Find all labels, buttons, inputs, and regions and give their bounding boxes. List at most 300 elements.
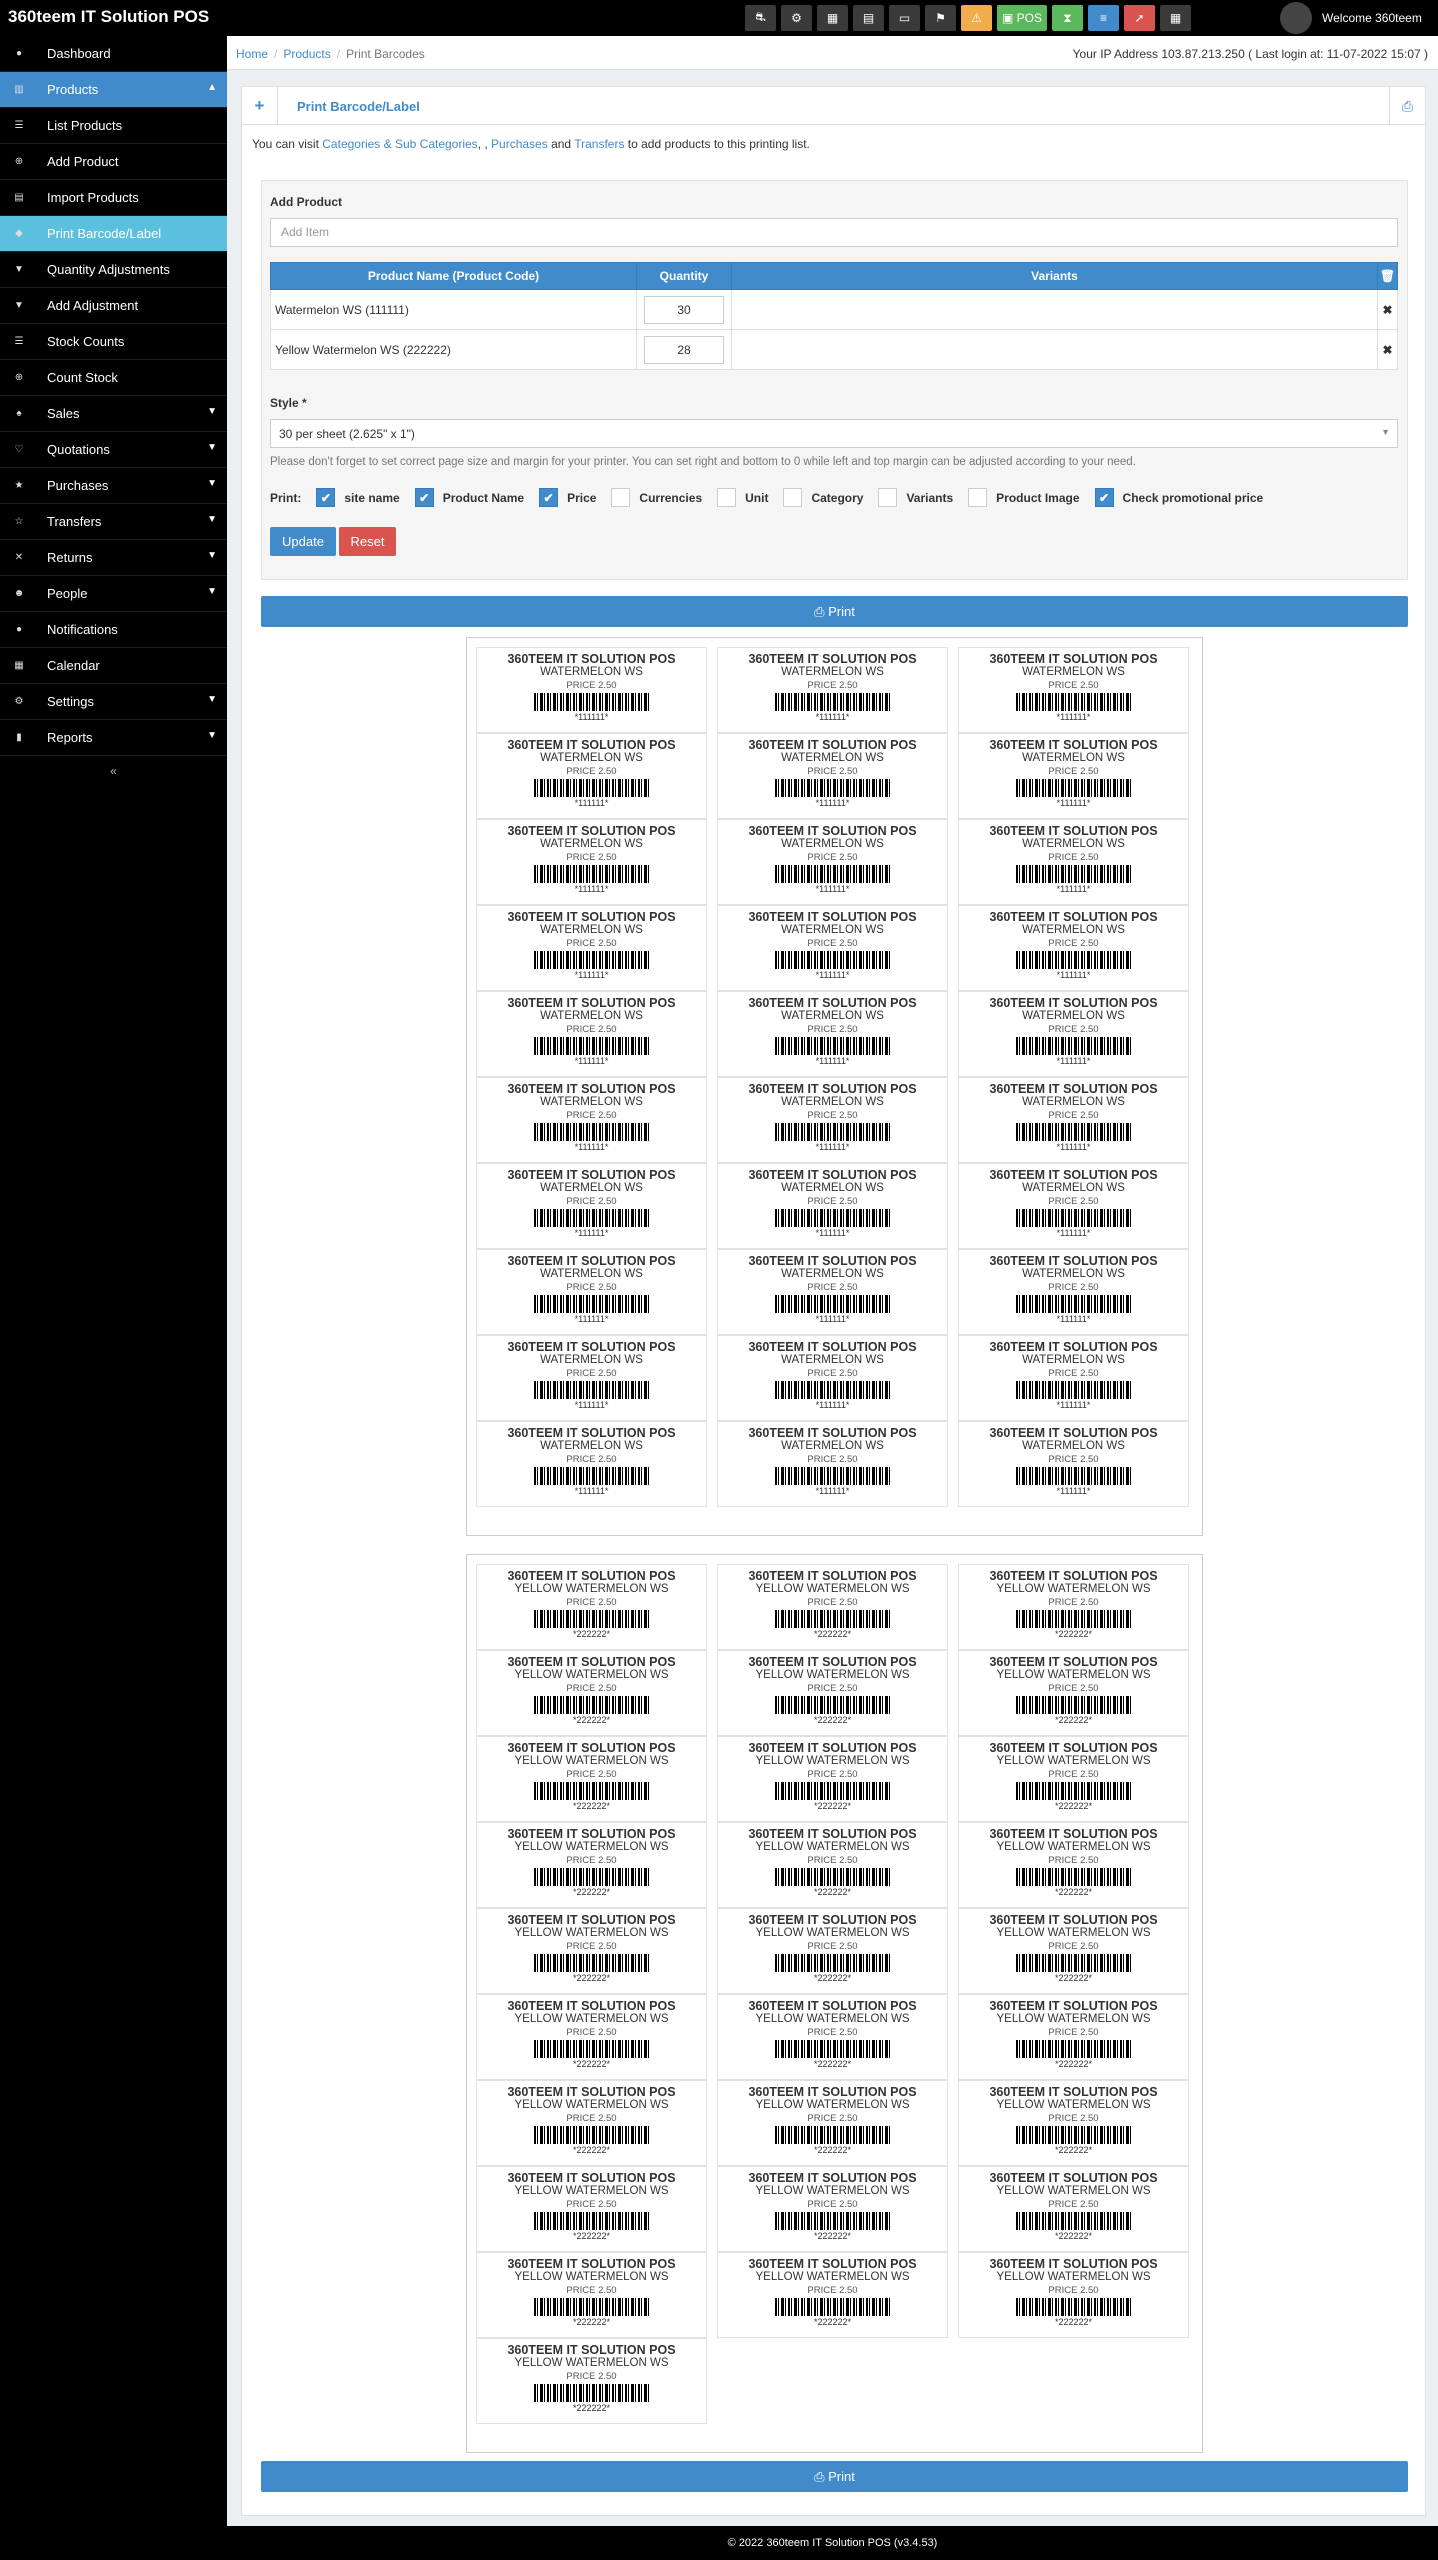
barcode-image [1016, 1467, 1132, 1485]
barcode-label [717, 1994, 948, 2080]
info-icon: ● [15, 624, 23, 635]
label-barcode-text: *111111* [815, 798, 850, 808]
label-product-name: YELLOW WATERMELON WS [996, 1755, 1151, 1767]
label-barcode-text: *111111* [574, 970, 609, 980]
barcode-label [476, 2338, 707, 2424]
app-brand[interactable]: 360teem IT Solution POS [8, 7, 210, 26]
barcode-image [534, 2212, 650, 2230]
barcode-label [476, 1564, 707, 1650]
sidebar-item-transfers[interactable] [0, 504, 227, 540]
remove-row-icon[interactable]: ✖ [1378, 290, 1398, 330]
label-site-name: 360TEEM IT SOLUTION POS [748, 910, 917, 924]
label-site-name: 360TEEM IT SOLUTION POS [989, 1827, 1158, 1841]
sidebar-item-reports[interactable] [0, 720, 227, 756]
checkbox-unit[interactable] [717, 488, 736, 507]
label-price: PRICE 2.50 [1048, 938, 1099, 949]
label-product-name: WATERMELON WS [1022, 1096, 1125, 1108]
label-site-name: 360TEEM IT SOLUTION POS [748, 2085, 917, 2099]
label-price: PRICE 2.50 [566, 1196, 617, 1207]
barcode-label [717, 1822, 948, 1908]
label-product-name: YELLOW WATERMELON WS [755, 1841, 910, 1853]
label-barcode-text: *222222* [572, 1629, 611, 1639]
checkbox-category[interactable] [783, 488, 802, 507]
label-product-name: YELLOW WATERMELON WS [514, 1669, 669, 1681]
barcode-label [476, 1908, 707, 1994]
barcode-label [717, 733, 948, 819]
sidebar-item-label: Notifications [47, 622, 118, 637]
sidebar-item-notifications[interactable] [0, 612, 227, 648]
label-barcode-text: *111111* [574, 884, 609, 894]
barcode-label [476, 1736, 707, 1822]
label-product-name: WATERMELON WS [1022, 924, 1125, 936]
barcode-image [775, 2212, 891, 2230]
label-barcode-text: *111111* [574, 1142, 609, 1152]
label-price: PRICE 2.50 [807, 852, 858, 863]
label-product-name: YELLOW WATERMELON WS [755, 2185, 910, 2197]
barcode-image [534, 1123, 650, 1141]
label-product-name: YELLOW WATERMELON WS [996, 1583, 1151, 1595]
label-site-name: 360TEEM IT SOLUTION POS [507, 1569, 676, 1583]
label-product-name: YELLOW WATERMELON WS [755, 1583, 910, 1595]
label-site-name: 360TEEM IT SOLUTION POS [507, 824, 676, 838]
label-site-name: 360TEEM IT SOLUTION POS [507, 910, 676, 924]
label-barcode-text: *222222* [1054, 2145, 1093, 2155]
label-barcode-text: *111111* [1056, 884, 1091, 894]
label-site-name: 360TEEM IT SOLUTION POS [989, 996, 1158, 1010]
cart-icon: ♠ [16, 408, 22, 419]
barcode-image [534, 1954, 650, 1972]
alert-icon[interactable]: ⚠ [961, 5, 992, 31]
label-site-name: 360TEEM IT SOLUTION POS [748, 1254, 917, 1268]
barcode-label [958, 1994, 1189, 2080]
label-barcode-text: *222222* [1054, 1887, 1093, 1897]
print-button-top[interactable]: ⎙ Print [261, 596, 1408, 627]
grid-icon[interactable]: ▦ [1160, 5, 1191, 31]
table-row [271, 290, 1398, 330]
barcode-image [775, 779, 891, 797]
label-price: PRICE 2.50 [566, 766, 617, 777]
barcode-label [958, 905, 1189, 991]
random-icon: ✕ [14, 552, 24, 563]
label-barcode-text: *111111* [815, 884, 850, 894]
calendar-icon[interactable]: ▤ [853, 5, 884, 31]
label-site-name: 360TEEM IT SOLUTION POS [748, 1569, 917, 1583]
label-price: PRICE 2.50 [566, 852, 617, 863]
sidebar-collapse-button[interactable]: « [110, 764, 117, 778]
transfers-link[interactable]: Transfers [574, 137, 625, 151]
label-product-name: WATERMELON WS [781, 838, 884, 850]
barcode-image [534, 1467, 650, 1485]
label-site-name: 360TEEM IT SOLUTION POS [748, 824, 917, 838]
label-site-name: 360TEEM IT SOLUTION POS [748, 1913, 917, 1927]
barcode-label [476, 819, 707, 905]
barcode-image [1016, 2298, 1132, 2316]
label-barcode-text: *111111* [815, 1314, 850, 1324]
list-icon: ☰ [14, 336, 24, 347]
label-barcode-text: *222222* [1054, 1715, 1093, 1725]
label-site-name: 360TEEM IT SOLUTION POS [748, 738, 917, 752]
checkbox-product-image[interactable] [968, 488, 987, 507]
heart-icon: ♡ [14, 444, 24, 455]
label-barcode-text: *111111* [1056, 712, 1091, 722]
barcode-label [958, 1249, 1189, 1335]
categories-link[interactable]: Categories & Sub Categories [322, 137, 478, 151]
label-barcode-text: *222222* [813, 1973, 852, 1983]
sidebar-item-label: Add Product [47, 154, 119, 169]
barcode-form [261, 180, 1408, 580]
label-barcode-text: *222222* [1054, 2059, 1093, 2069]
file-icon: ▤ [14, 192, 24, 203]
barcode-label [958, 1163, 1189, 1249]
barcode-image [775, 693, 891, 711]
barcode-label [958, 2252, 1189, 2338]
label-price: PRICE 2.50 [566, 1368, 617, 1379]
label-site-name: 360TEEM IT SOLUTION POS [989, 1655, 1158, 1669]
print-barcode-panel [241, 86, 1426, 2516]
sidebar-item-label: Products [47, 82, 99, 97]
label-site-name: 360TEEM IT SOLUTION POS [989, 1741, 1158, 1755]
barcode-label [476, 1994, 707, 2080]
barcode-image [534, 693, 650, 711]
label-product-name: WATERMELON WS [1022, 1010, 1125, 1022]
reset-button[interactable]: Reset [339, 527, 396, 556]
label-price: PRICE 2.50 [1048, 2285, 1099, 2296]
label-price: PRICE 2.50 [1048, 680, 1099, 691]
pos-icon[interactable]: ▣ POS [997, 5, 1047, 31]
sidebar-item-label: Settings [47, 694, 94, 709]
label-barcode-text: *222222* [572, 2317, 611, 2327]
language-flag-icon[interactable]: ⚑ [925, 5, 956, 31]
label-product-name: YELLOW WATERMELON WS [514, 1841, 669, 1853]
barcode-image [1016, 779, 1132, 797]
label-product-name: WATERMELON WS [1022, 1268, 1125, 1280]
barcode-image [775, 2040, 891, 2058]
barcode-image [775, 1610, 891, 1628]
barcode-image [775, 2298, 891, 2316]
barcode-label [476, 2252, 707, 2338]
checkbox-product-name[interactable]: ✔ [415, 488, 434, 507]
barcode-label [476, 1650, 707, 1736]
barcode-image [1016, 1295, 1132, 1313]
barcode-label [958, 819, 1189, 905]
label-product-name: YELLOW WATERMELON WS [514, 2357, 669, 2369]
variants-cell [732, 290, 1378, 330]
barcode-image [1016, 1782, 1132, 1800]
sidebar-item-settings[interactable] [0, 684, 227, 720]
trash-icon[interactable]: 🗑 [1378, 263, 1398, 290]
barcode-image [1016, 951, 1132, 969]
sidebar-item-label: Returns [47, 550, 93, 565]
label-barcode-text: *222222* [813, 2231, 852, 2241]
label-barcode-text: *111111* [1056, 1056, 1091, 1066]
label-barcode-text: *111111* [1056, 1314, 1091, 1324]
label-product-name: YELLOW WATERMELON WS [755, 2099, 910, 2111]
users-icon: ☻ [13, 588, 25, 599]
label-product-name: WATERMELON WS [540, 838, 643, 850]
label-product-name: YELLOW WATERMELON WS [996, 2185, 1151, 2197]
sidebar-item-quantity-adjustments[interactable] [0, 252, 227, 288]
print-icon[interactable]: ⎙ [1389, 87, 1425, 125]
barcode-image [1016, 2040, 1132, 2058]
style-select[interactable]: 30 per sheet (2.625" x 1") ▼ [270, 419, 1398, 448]
label-product-name: YELLOW WATERMELON WS [755, 1927, 910, 1939]
barcode-label [717, 991, 948, 1077]
barcode-image [534, 1037, 650, 1055]
label-product-name: YELLOW WATERMELON WS [996, 1669, 1151, 1681]
chevron-down-icon: ▼ [207, 442, 217, 453]
label-product-name: WATERMELON WS [540, 1268, 643, 1280]
sidebar-item-sales[interactable] [0, 396, 227, 432]
label-barcode-text: *222222* [813, 2145, 852, 2155]
label-site-name: 360TEEM IT SOLUTION POS [507, 1741, 676, 1755]
sidebar-item-label: Calendar [47, 658, 100, 673]
sidebar-item-products[interactable] [0, 72, 227, 108]
sidebar-item-label: List Products [47, 118, 123, 133]
top-navbar [0, 0, 1438, 36]
footer: © 2022 360teem IT Solution POS (v3.4.53) [227, 2526, 1438, 2560]
bar-chart-icon: ▮ [16, 732, 22, 743]
breadcrumb-current: Print Barcodes [346, 47, 425, 61]
barcode-label [717, 1908, 948, 1994]
notes-icon[interactable]: ▭ [889, 5, 920, 31]
label-price: PRICE 2.50 [1048, 1368, 1099, 1379]
quantity-input[interactable]: 30 [644, 296, 724, 324]
rocket-icon[interactable]: ➚ [1124, 5, 1155, 31]
label-price: PRICE 2.50 [566, 1024, 617, 1035]
sidebar-item-count-stock[interactable] [0, 360, 227, 396]
label-site-name: 360TEEM IT SOLUTION POS [989, 910, 1158, 924]
label-barcode-text: *111111* [574, 1056, 609, 1066]
label-product-name: WATERMELON WS [1022, 838, 1125, 850]
label-product-name: WATERMELON WS [1022, 752, 1125, 764]
label-product-name: YELLOW WATERMELON WS [996, 1841, 1151, 1853]
print-options-label: Print: [270, 490, 302, 505]
label-barcode-text: *222222* [813, 1629, 852, 1639]
chevron-up-icon: ▲ [207, 82, 217, 93]
label-price: PRICE 2.50 [807, 2199, 858, 2210]
chevron-down-icon: ▼ [207, 694, 217, 705]
label-product-name: YELLOW WATERMELON WS [996, 2271, 1151, 2283]
label-price: PRICE 2.50 [566, 2285, 617, 2296]
checkbox-currencies[interactable] [611, 488, 630, 507]
label-product-name: WATERMELON WS [1022, 666, 1125, 678]
label-site-name: 360TEEM IT SOLUTION POS [989, 2085, 1158, 2099]
label-price: PRICE 2.50 [566, 1282, 617, 1293]
checkbox-site-name[interactable]: ✔ [316, 488, 335, 507]
label-barcode-text: *222222* [572, 2403, 611, 2413]
barcode-image [534, 2126, 650, 2144]
label-barcode-text: *222222* [813, 1801, 852, 1811]
label-price: PRICE 2.50 [807, 1024, 858, 1035]
chevron-down-icon: ▼ [207, 406, 217, 417]
chevron-down-icon: ▼ [1381, 427, 1390, 437]
sidebar-item-print-barcode-label[interactable] [0, 216, 227, 252]
chevron-down-icon: ▼ [207, 550, 217, 561]
barcode-image [775, 1868, 891, 1886]
barcode-label [958, 1822, 1189, 1908]
label-product-name: WATERMELON WS [540, 924, 643, 936]
label-barcode-text: *222222* [572, 2059, 611, 2069]
sidebar-item-calendar[interactable] [0, 648, 227, 684]
label-product-name: YELLOW WATERMELON WS [514, 2099, 669, 2111]
barcode-label [476, 1335, 707, 1421]
barcode-label [717, 2080, 948, 2166]
label-price: PRICE 2.50 [566, 2371, 617, 2382]
label-barcode-text: *111111* [815, 1400, 850, 1410]
label-price: PRICE 2.50 [807, 1368, 858, 1379]
sidebar-item-list-products[interactable] [0, 108, 227, 144]
label-product-name: WATERMELON WS [781, 1354, 884, 1366]
sidebar-item-add-product[interactable] [0, 144, 227, 180]
barcode-label [476, 733, 707, 819]
label-product-name: YELLOW WATERMELON WS [514, 1755, 669, 1767]
label-barcode-text: *111111* [1056, 1228, 1091, 1238]
label-barcode-text: *222222* [572, 1715, 611, 1725]
sidebar-item-label: People [47, 586, 88, 601]
sidebar-item-import-products[interactable] [0, 180, 227, 216]
avatar[interactable] [1280, 2, 1312, 34]
sidebar-item-label: Add Adjustment [47, 298, 139, 313]
barcode-label [476, 991, 707, 1077]
dashboard-icon[interactable]: ⛐ [745, 5, 776, 31]
barcode-label [476, 647, 707, 733]
toolbar-icons [745, 5, 1191, 31]
barcode-image [1016, 1954, 1132, 1972]
list-icon[interactable]: ≡ [1088, 5, 1119, 31]
label-price: PRICE 2.50 [1048, 1855, 1099, 1866]
breadcrumb-home[interactable]: Home [236, 47, 269, 61]
label-site-name: 360TEEM IT SOLUTION POS [989, 1254, 1158, 1268]
sidebar-item-quotations[interactable] [0, 432, 227, 468]
sidebar-item-people[interactable] [0, 576, 227, 612]
sidebar-item-stock-counts[interactable] [0, 324, 227, 360]
sidebar-item-add-adjustment[interactable] [0, 288, 227, 324]
checkbox-price[interactable]: ✔ [539, 488, 558, 507]
sidebar-item-label: Transfers [47, 514, 102, 529]
settings-icon[interactable]: ⚙ [781, 5, 812, 31]
barcode-label [476, 2080, 707, 2166]
add-product-label: Add Product [270, 195, 342, 209]
barcode-label [476, 2166, 707, 2252]
label-site-name: 360TEEM IT SOLUTION POS [507, 1426, 676, 1440]
welcome-user[interactable]: Welcome 360teem [1322, 11, 1422, 25]
label-product-name: WATERMELON WS [781, 1096, 884, 1108]
plus-circle-icon: ⊕ [14, 372, 24, 383]
label-product-name: WATERMELON WS [540, 1010, 643, 1022]
barcode-label [476, 1249, 707, 1335]
ip-info: Your IP Address 103.87.213.250 ( Last login at: 11-07-2022 15:07 ) [1072, 47, 1428, 61]
filter-icon: ▼ [14, 300, 24, 311]
dashboard-icon: ● [15, 48, 23, 59]
label-site-name: 360TEEM IT SOLUTION POS [748, 996, 917, 1010]
variants-cell [732, 330, 1378, 370]
calculator-icon[interactable]: ▦ [817, 5, 848, 31]
breadcrumb: Home / Products / Print Barcodes [236, 47, 425, 61]
label-product-name: WATERMELON WS [540, 752, 643, 764]
label-site-name: 360TEEM IT SOLUTION POS [507, 2343, 676, 2357]
hourglass-icon[interactable]: ⧗ [1052, 5, 1083, 31]
sidebar-item-purchases[interactable] [0, 468, 227, 504]
label-barcode-text: *111111* [1056, 1142, 1091, 1152]
barcode-image [775, 1209, 891, 1227]
barcode-image [1016, 1123, 1132, 1141]
label-price: PRICE 2.50 [1048, 2027, 1099, 2038]
purchases-link[interactable]: Purchases [491, 137, 548, 151]
chevron-down-icon: ▼ [207, 514, 217, 525]
checkbox-variants[interactable] [878, 488, 897, 507]
add-item-input[interactable]: Add Item [270, 218, 1398, 247]
barcode-image [534, 779, 650, 797]
barcode-label [958, 1421, 1189, 1507]
remove-row-icon[interactable]: ✖ [1378, 330, 1398, 370]
barcode-label [717, 1650, 948, 1736]
barcode-label [717, 819, 948, 905]
label-product-name: YELLOW WATERMELON WS [755, 1755, 910, 1767]
label-price: PRICE 2.50 [1048, 852, 1099, 863]
chevron-down-icon: ▼ [207, 478, 217, 489]
label-site-name: 360TEEM IT SOLUTION POS [989, 652, 1158, 666]
barcode-image [534, 2384, 650, 2402]
label-product-name: WATERMELON WS [781, 666, 884, 678]
label-product-name: YELLOW WATERMELON WS [755, 1669, 910, 1681]
barcode-label [717, 1335, 948, 1421]
update-button[interactable]: Update [270, 527, 336, 556]
barcode-label [717, 1421, 948, 1507]
label-site-name: 360TEEM IT SOLUTION POS [748, 652, 917, 666]
print-button-bottom[interactable]: ⎙ Print [261, 2461, 1408, 2492]
label-site-name: 360TEEM IT SOLUTION POS [748, 1082, 917, 1096]
barcode-image [1016, 693, 1132, 711]
print-option-label: Check promotional price [1122, 490, 1264, 505]
label-barcode-text: *111111* [574, 1228, 609, 1238]
label-site-name: 360TEEM IT SOLUTION POS [989, 738, 1158, 752]
label-price: PRICE 2.50 [807, 766, 858, 777]
intro-text: You can visit Categories & Sub Categories, , Purchases and Transfers to add products to this printing list. [252, 137, 810, 151]
breadcrumb-products[interactable]: Products [283, 47, 331, 61]
barcode-label [958, 991, 1189, 1077]
label-price: PRICE 2.50 [566, 1597, 617, 1608]
label-product-name: WATERMELON WS [781, 924, 884, 936]
label-price: PRICE 2.50 [807, 2113, 858, 2124]
label-site-name: 360TEEM IT SOLUTION POS [989, 1168, 1158, 1182]
quantity-input[interactable]: 28 [644, 336, 724, 364]
label-product-name: YELLOW WATERMELON WS [755, 2271, 910, 2283]
label-product-name: YELLOW WATERMELON WS [996, 2013, 1151, 2025]
label-site-name: 360TEEM IT SOLUTION POS [507, 2171, 676, 2185]
barcode-label [476, 1163, 707, 1249]
barcode-label [958, 2166, 1189, 2252]
label-barcode-text: *222222* [572, 2145, 611, 2155]
label-site-name: 360TEEM IT SOLUTION POS [748, 1827, 917, 1841]
barcode-image [775, 1295, 891, 1313]
label-price: PRICE 2.50 [1048, 1683, 1099, 1694]
print-option-label: Unit [745, 490, 769, 505]
plus-icon[interactable]: + [242, 87, 278, 125]
label-product-name: WATERMELON WS [781, 1010, 884, 1022]
label-product-name: YELLOW WATERMELON WS [514, 1927, 669, 1939]
label-barcode-text: *111111* [574, 1314, 609, 1324]
sidebar-item-dashboard[interactable] [0, 36, 227, 72]
label-barcode-text: *111111* [815, 1486, 850, 1496]
barcode-image [534, 1381, 650, 1399]
checkbox-check-promotional-price[interactable]: ✔ [1095, 488, 1114, 507]
label-product-name: YELLOW WATERMELON WS [514, 2185, 669, 2197]
label-price: PRICE 2.50 [1048, 766, 1099, 777]
label-sheet-yellow-watermelon [466, 1554, 1203, 2453]
sidebar-item-returns[interactable] [0, 540, 227, 576]
sidebar-item-label: Purchases [47, 478, 109, 493]
barcode-label [958, 2080, 1189, 2166]
